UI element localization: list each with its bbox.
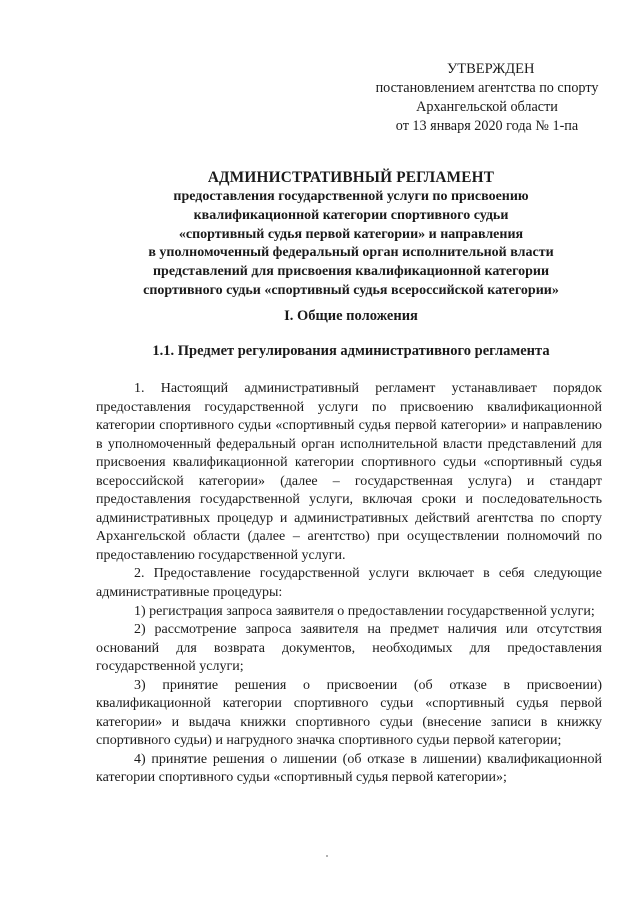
document-title [96,168,606,301]
subsection-heading-subject: 1.1. Предмет регулирования административного регламента [152,343,550,359]
title-line: предоставления государственной услуги по присвоению [173,189,529,204]
title-line: квалификационной категории спортивного судьи [193,207,509,223]
list-item: 1) регистрация запроса заявителя о предоставлении государственной услуги; [134,603,595,619]
paragraph: 1. Настоящий административный регламент устанавливает порядок предоставления государственной услуги по присвоению квалификационной категории спортивного судьи «спортивный судья первой категории» и направлению в уполномоченный федеральный орган исполнительной власти представлений для присвоения квалификационной категории спортивного судьи «спортивный судья всероссийской категории» (далее – государственная услуга) и стандарт предоставления государственной услуги, включая сроки и последовательность административных процедур и административных действий агентства по спорту Архангельской области (далее – агентство) при осуществлении полномочий по предоставлению государственной услуги. [96,381,602,563]
section-heading-general: I. Общие положения [284,308,418,324]
list-item: 4) принятие решения о лишении (об отказе в лишении) квалификационной категории спортивного судьи «спортивный судья первой категории»; [96,751,602,786]
paragraph: 2. Предоставление государственной услуги включает в себя следующие административные процедуры: [96,566,602,601]
scan-speck [326,855,328,857]
approval-line-1: постановлением агентства по спорту [375,80,599,96]
title-line: «спортивный судья первой категории» и направления [178,226,524,242]
list-item: 2) рассмотрение запроса заявителя на предмет наличия или отсутствия оснований для возврата документов, необходимых для предоставления государственной услуги; [96,622,602,675]
title-line: спортивного судьи «спортивный судья всероссийской категории» [143,282,559,298]
approval-stamp [352,60,622,136]
title-line: в уполномоченный федеральный орган исполнительной власти [148,245,554,261]
approved-heading: УТВЕРЖДЕН [447,61,535,77]
list-item: 3) принятие решения о присвоении (об отказе в присвоении) квалификационной категории спортивного судьи «спортивный судья первой категории» и выдача книжки спортивного судьи (внесение записи в книжку спортивного судьи) и нагрудного значка спортивного судьи первой категории; [96,677,602,749]
body-text [96,380,602,788]
approval-line-2: Архангельской области [416,99,558,115]
approval-line-3: от 13 января 2020 года № 1-па [395,118,579,134]
title-line: представлений для присвоения квалификационной категории [152,264,550,280]
main-title: АДМИНИСТРАТИВНЫЙ РЕГЛАМЕНТ [207,169,495,186]
